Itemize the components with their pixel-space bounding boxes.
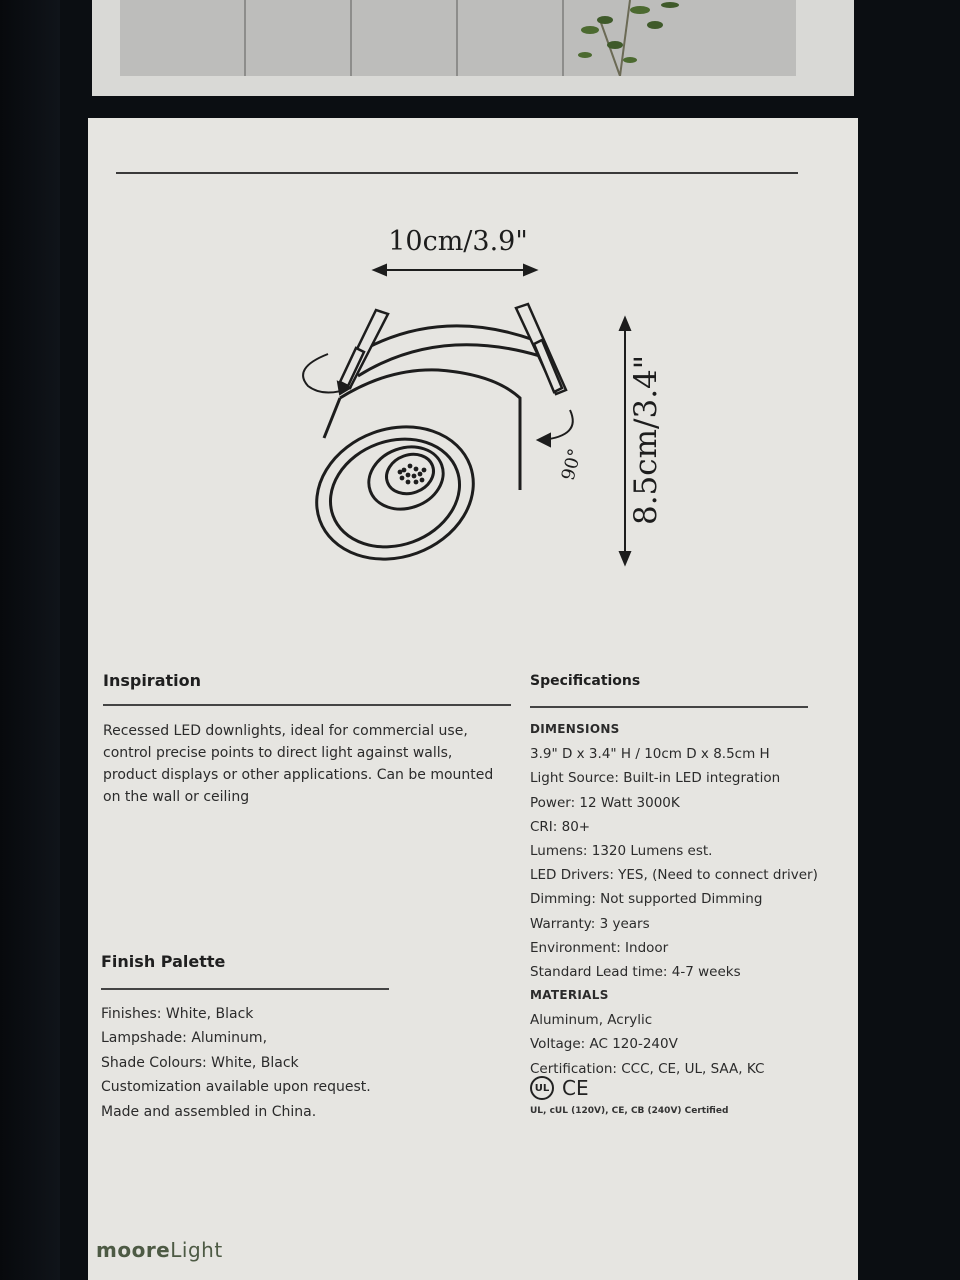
finish-line: Customization available upon request. (101, 1079, 371, 1096)
spring-clip-right (516, 304, 566, 394)
spec-row: Dimming: Not supported Dimming (530, 891, 763, 908)
spec-row: Standard Lead time: 4-7 weeks (530, 963, 741, 980)
spec-row: Environment: Indoor (530, 939, 669, 956)
spec-row: LED Drivers: YES, (Need to connect driver) (530, 867, 818, 884)
finish-palette-text (101, 1002, 371, 1124)
inspiration-divider (103, 704, 511, 706)
specifications-divider (530, 706, 808, 708)
product-photo (120, 0, 796, 76)
spec-row: Warranty: 3 years (530, 915, 650, 932)
materials-heading: MATERIALS (530, 988, 609, 1003)
inspiration-line: product displays or other applications. Can be mounted (103, 767, 494, 783)
tilt-angle-label: 90° (557, 446, 587, 483)
spec-row: Certification: CCC, CE, UL, SAA, KC (530, 1060, 765, 1077)
spec-row: Lumens: 1320 Lumens est. (530, 842, 713, 859)
inspiration-text (103, 720, 493, 808)
ul-mark-icon: UL (530, 1076, 554, 1100)
height-dimension-label: 8.5cm/3.4" (628, 354, 664, 526)
finish-line: Made and assembled in China. (101, 1103, 317, 1120)
spec-row: Voltage: AC 120-240V (530, 1036, 678, 1053)
spec-row: 3.9" D x 3.4" H / 10cm D x 8.5cm H (530, 746, 770, 763)
plant-image (560, 0, 700, 76)
wall-panel-seam (456, 0, 458, 76)
specifications-list (530, 722, 830, 1085)
brand-logo (96, 1238, 223, 1262)
brand-logo-part1: moore (96, 1238, 171, 1262)
tilt-arrow-icon (538, 410, 573, 446)
finish-palette-divider (101, 988, 389, 990)
certification-marks (530, 1076, 589, 1100)
screen-bezel (0, 0, 60, 1280)
spring-clip-left (340, 310, 388, 388)
mounting-ring (356, 326, 546, 376)
ce-mark-icon: CE (562, 1076, 589, 1100)
spec-row: Aluminum, Acrylic (530, 1012, 653, 1029)
finish-line: Shade Colours: White, Black (101, 1054, 299, 1071)
certification-note: UL, cUL (120V), CE, CB (240V) Certified (530, 1106, 729, 1116)
specifications-title: Specifications (530, 673, 641, 689)
inspiration-line: on the wall or ceiling (103, 789, 250, 805)
finish-line: Finishes: White, Black (101, 1006, 254, 1022)
brand-logo-part2: Light (170, 1238, 223, 1262)
spec-sheet (88, 118, 858, 1280)
width-arrow (374, 265, 536, 275)
inspiration-line: control precise points to direct light against walls, (103, 745, 453, 761)
finish-palette-title: Finish Palette (101, 952, 226, 971)
wall-panel-seam (244, 0, 246, 76)
finish-line: Lampshade: Aluminum, (101, 1030, 268, 1047)
spec-row: Power: 12 Watt 3000K (530, 794, 680, 811)
width-dimension-label: 10cm/3.9" (388, 226, 528, 257)
product-photo-card (92, 0, 854, 96)
dimensions-heading: DIMENSIONS (530, 722, 620, 736)
wall-panel-seam (350, 0, 352, 76)
inspiration-title: Inspiration (103, 671, 202, 690)
inspiration-line: Recessed LED downlights, ideal for commercial use, (103, 723, 468, 739)
product-line-drawing (88, 118, 858, 598)
spec-row: Light Source: Built-in LED integration (530, 770, 781, 787)
led-array (398, 464, 427, 485)
spec-row: CRI: 80+ (530, 818, 591, 835)
